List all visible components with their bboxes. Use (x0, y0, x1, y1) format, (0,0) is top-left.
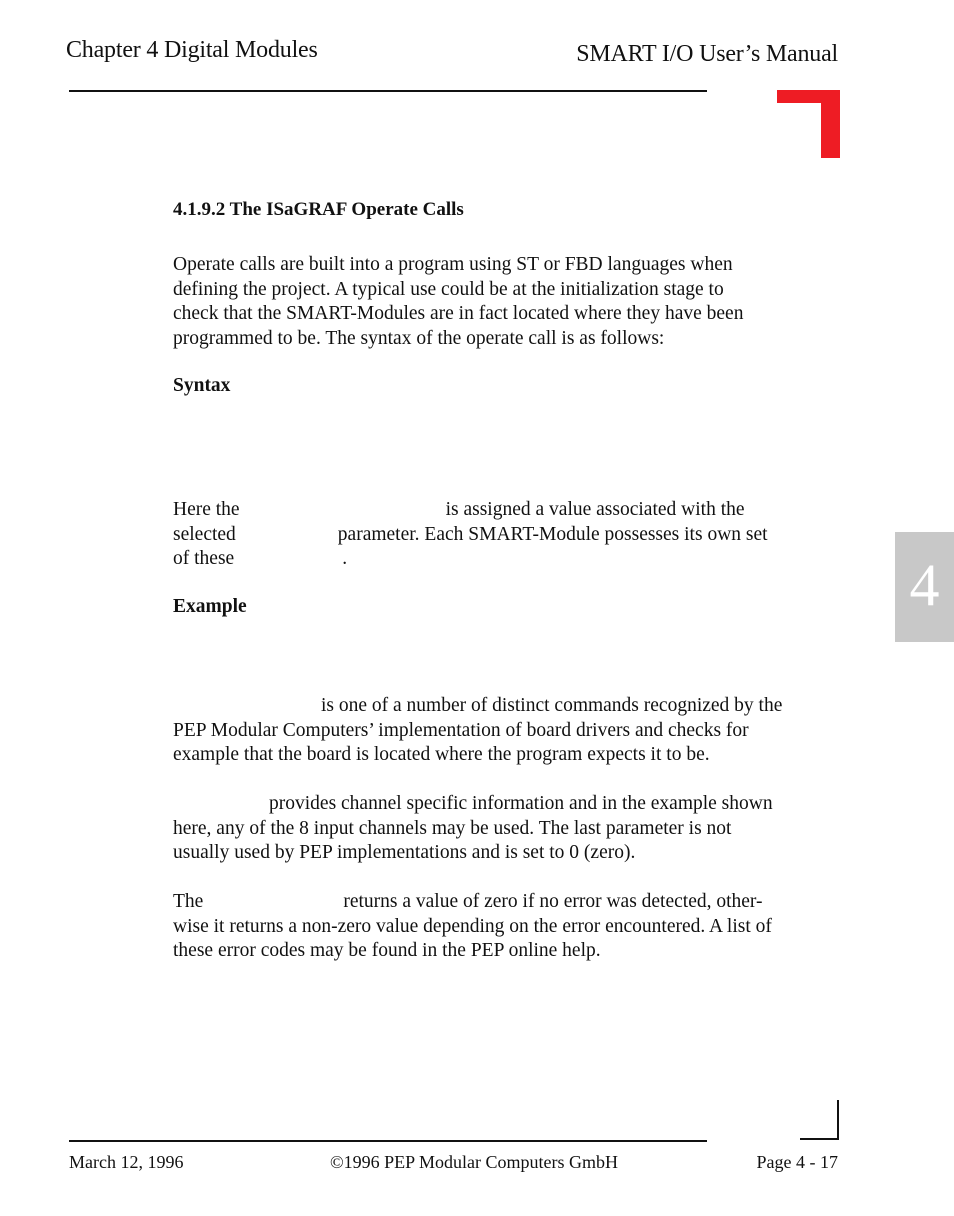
footer-rule (69, 1140, 707, 1142)
return-text-end: returns a value of zero if no error was detected, other- (343, 891, 763, 912)
intro-line: Operate calls are built into a program using ST or FBD languages when (173, 254, 733, 275)
return-line: wise it returns a non-zero value depending on the error encountered. A list of (173, 915, 772, 937)
channel-line-text: provides channel specific information and in the example shown (269, 793, 773, 814)
example-label: Example (173, 596, 247, 617)
channel-line: usually used by PEP implementations and is set to 0 (zero). (173, 842, 636, 863)
here-text-end: . (342, 548, 348, 569)
channel-line (173, 792, 843, 817)
command-paragraph (173, 694, 843, 768)
intro-paragraph (173, 253, 843, 351)
manual-title: SMART I/O User’s Manual (576, 41, 838, 67)
command-line: PEP Modular Computers’ implementation of board drivers and checks for (173, 719, 749, 741)
header-rule (69, 90, 707, 92)
here-text-start: Here the (173, 499, 240, 520)
command-line (173, 694, 843, 719)
corner-mark-top-vertical (821, 90, 840, 158)
return-line (173, 890, 843, 915)
footer-page-number: Page 4 - 17 (756, 1152, 838, 1172)
here-line (173, 498, 843, 523)
channel-paragraph (173, 792, 843, 866)
here-line (173, 547, 843, 572)
intro-line: programmed to be. The syntax of the operate call is as follows: (173, 327, 665, 349)
command-line: example that the board is located where the program expects it to be. (173, 744, 710, 765)
chapter-tab (895, 532, 954, 642)
here-text-start: of these (173, 548, 235, 569)
here-paragraph (173, 498, 843, 572)
corner-mark-bottom-horizontal (800, 1138, 839, 1140)
intro-line: defining the project. A typical use could be at the initialization stage to (173, 278, 724, 300)
return-paragraph (173, 890, 843, 964)
return-line: these error codes may be found in the PEP online help. (173, 940, 601, 961)
return-text-start: The (173, 891, 204, 912)
syntax-label: Syntax (173, 375, 231, 396)
footer-date: March 12, 1996 (69, 1152, 184, 1172)
here-text-end: is assigned a value associated with the (445, 499, 745, 520)
footer-copyright: ©1996 PEP Modular Computers GmbH (330, 1152, 619, 1172)
command-line-text: is one of a number of distinct commands recognized by the (321, 695, 783, 716)
here-text-start: selected (173, 523, 236, 545)
chapter-title: Chapter 4 Digital Modules (66, 37, 318, 63)
channel-line: here, any of the 8 input channels may be used. The last parameter is not (173, 817, 732, 839)
intro-line: check that the SMART-Modules are in fact located where they have been (173, 303, 744, 324)
chapter-tab-number: 4 (909, 552, 940, 618)
corner-mark-bottom-vertical (837, 1100, 839, 1140)
section-heading: 4.1.9.2 The ISaGRAF Operate Calls (173, 199, 464, 220)
here-text-end: parameter. Each SMART-Module possesses its own set (337, 523, 768, 545)
here-line (173, 523, 843, 548)
